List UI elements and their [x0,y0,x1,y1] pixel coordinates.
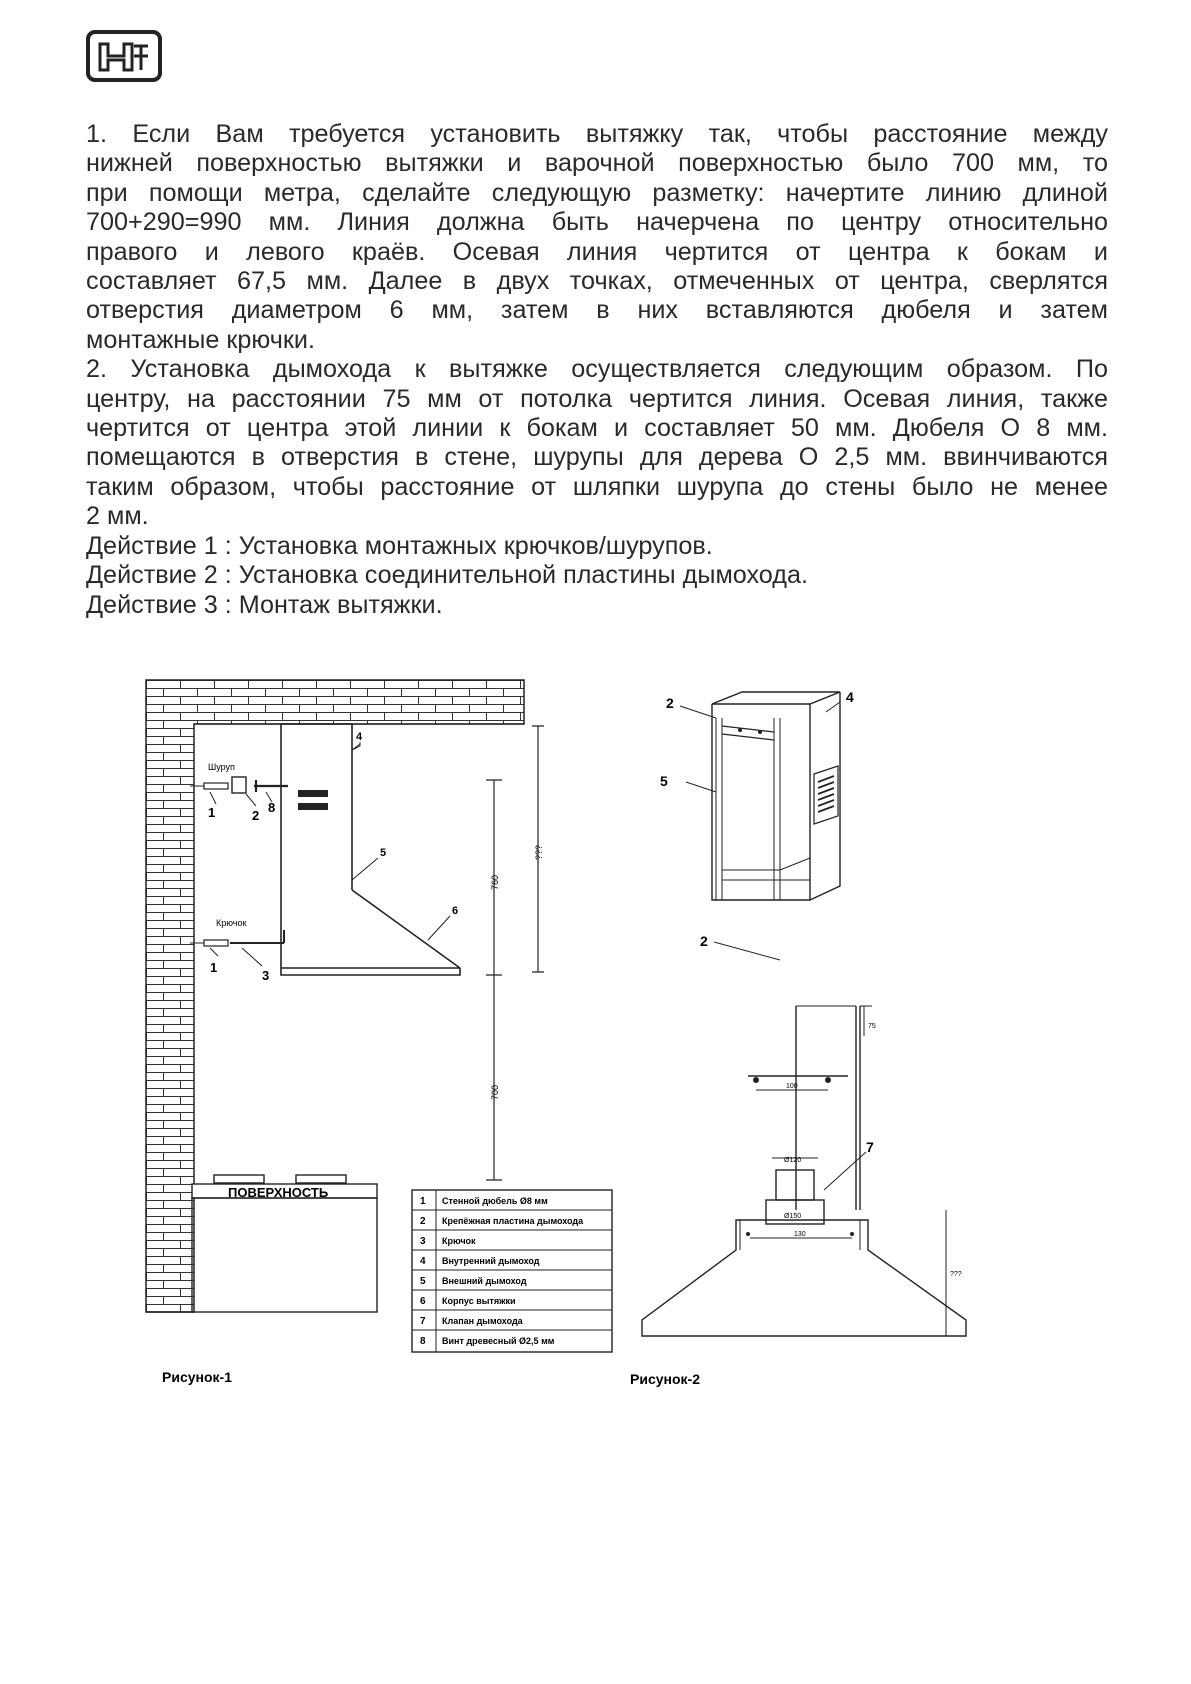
p2-line: 2 мм. [86,502,149,531]
legend-text: Винт древесный Ø2,5 мм [442,1336,555,1346]
p2-line: центру, на расстоянии 75 мм от потолка чертится линия. Осевая линия, также [86,384,1108,413]
action-2: Действие 2 : Установка соединительной пластины дымохода. [86,561,808,590]
legend-text: Внутренний дымоход [442,1256,540,1266]
callout-2: 2 [666,695,674,711]
p1-line: при помощи метра, сделайте следующую разметку: начертите линию длиной [86,178,1108,207]
p2-line: 2. Установка дымохода к вытяжке осуществляется следующим образом. По [86,355,1108,384]
dim-700: 700 [490,1084,500,1100]
brand-logo [86,30,162,82]
action-3: Действие 3 : Монтаж вытяжки. [86,590,443,619]
callout-2-lower: 2 [700,933,708,949]
callout-4: 4 [846,689,854,705]
hook [230,930,284,943]
legend-text: Стенной дюбель Ø8 мм [442,1196,548,1206]
callout-1: 1 [208,805,216,820]
p1-line: составляет 67,5 мм. Далее в двух точках, отмеченных от центра, сверлятся [86,267,1108,296]
callout-4: 4 [356,731,363,743]
p2-line: помещаются в отверстия в стене, шурупы для дерева О 2,5 мм. ввинчиваются [86,443,1108,472]
p1-line: 700+290=990 мм. Линия должна быть начерчена по центру относительно [86,208,1108,237]
dim-130: 130 [794,1231,806,1238]
callout-7: 7 [866,1139,874,1155]
callout-1-lower: 1 [210,960,218,975]
chimney-3d [712,692,840,900]
p1-line: 1. Если Вам требуется установить вытяжку так, чтобы расстояние между [86,120,1108,148]
burner [214,1175,264,1183]
vent-grille [814,766,838,824]
callout-6: 6 [452,905,459,917]
hood-outline [281,724,460,975]
p1-line: правого и левого краёв. Осевая линия чертится от центра к бокам и [86,237,1108,266]
action-1: Действие 1 : Установка монтажных крючков/шурупов. [86,531,713,560]
plate [232,777,246,793]
dim-120: Ø120 [784,1157,802,1164]
dim-100: 100 [786,1083,798,1090]
instructions-text [86,120,1108,620]
legend-num: 8 [420,1336,426,1347]
legend-text: Корпус вытяжки [442,1296,516,1306]
hood-brand-logo-icon [86,30,162,82]
cabinet [192,1198,377,1312]
legend-table [412,1190,612,1352]
p2-line: чертится от центра этой линии к бокам и составляет 50 мм. Дюбеля О 8 мм. [86,414,1108,443]
legend-num: 3 [420,1236,426,1247]
bracket [722,726,774,740]
dim-height: ??? [534,844,544,860]
legend-num: 7 [420,1316,426,1327]
dowel-lower [204,940,228,946]
figure-2 [630,689,1060,1450]
figure-1-drawing [146,680,666,1445]
figure-1 [146,680,666,1445]
p1-line: отверстия диаметром 6 мм, затем в них вставляются дюбеля и затем [86,296,1108,325]
caption-1: Рисунок-1 [162,1369,232,1385]
callout-5: 5 [380,847,387,859]
legend-num: 5 [420,1276,426,1287]
caption-2: Рисунок-2 [630,1371,700,1387]
figure-2-drawing [630,689,1060,1450]
dim-760: 760 [490,874,500,890]
surface-label: ПОВЕРХНОСТЬ [228,1185,329,1200]
label-hook: Крючок [216,918,247,928]
callout-3: 3 [262,968,270,983]
callout-5: 5 [660,773,668,789]
dim-side: ??? [950,1271,962,1278]
legend-num: 2 [420,1216,426,1227]
label-screw: Шуруп [208,762,235,772]
legend-num: 1 [420,1196,426,1207]
legend-text: Крепёжная пластина дымохода [442,1216,584,1226]
p1-line: нижней поверхностью вытяжки и варочной поверхностью было 700 мм, то [86,149,1108,178]
legend-text: Внешний дымоход [442,1276,527,1286]
p2-line: таким образом, чтобы расстояние от шляпки шурупа до стены было не менее [86,472,1108,501]
dowel [204,783,228,789]
legend-text: Клапан дымохода [442,1316,523,1326]
chimney-valve [776,1170,814,1200]
screw [254,780,288,792]
legend-num: 6 [420,1296,426,1307]
dim-150: Ø150 [784,1213,802,1220]
burner [296,1175,346,1183]
legend-num: 4 [420,1256,426,1267]
p1-line: монтажные крючки. [86,325,315,354]
callout-2: 2 [252,808,260,823]
dim-75: 75 [868,1023,876,1030]
chimney-front [796,1006,860,1210]
legend-text: Крючок [442,1236,476,1246]
control-button [298,790,328,797]
control-button [298,803,328,810]
callout-8: 8 [268,800,276,815]
